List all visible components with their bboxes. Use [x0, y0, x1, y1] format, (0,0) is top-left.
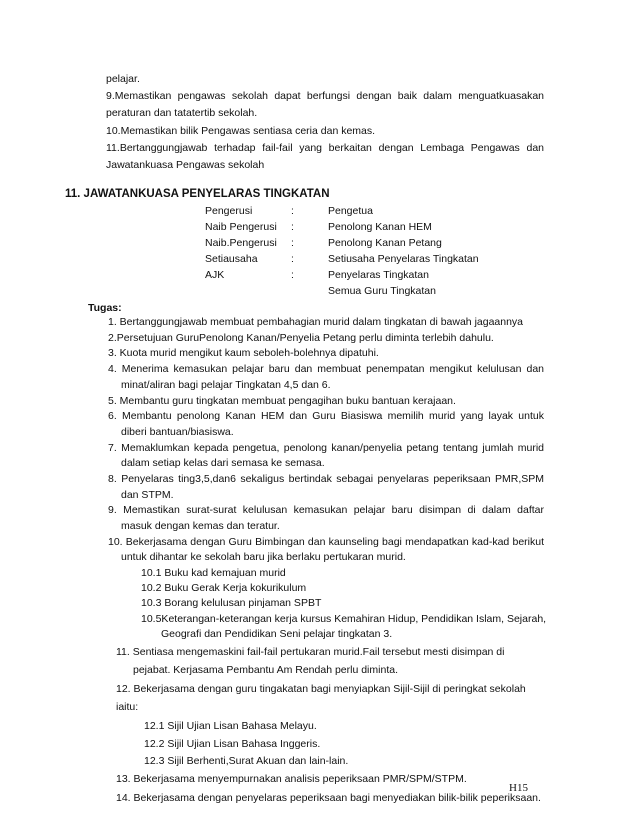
task-item: 8. Penyelaras ting3,5,dan6 sekaligus bertindak sebagai penyelaras peperiksaan PMR,SPM	[108, 473, 544, 485]
subtask-item: 12.2 Sijil Ujian Lisan Bahasa Inggeris.	[144, 738, 321, 750]
section-heading: 11. JAWATANKUASA PENYELARAS TINGKATAN	[65, 188, 330, 200]
task-item-cont: minat/aliran bagi pelajar Tingkatan 4,5 dan 6.	[121, 379, 331, 391]
text-line: peraturan dan tatatertib sekolah.	[106, 107, 258, 119]
committee-sep: :	[291, 253, 294, 265]
subtask-item: 10.2 Buku Gerak Kerja kokurikulum	[141, 582, 307, 594]
task-item: 13. Bekerjasama menyempurnakan analisis peperiksaan PMR/SPM/STPM.	[116, 773, 467, 785]
committee-role: Setiausaha	[205, 253, 258, 265]
committee-holder: Setiusaha Penyelaras Tingkatan	[328, 253, 479, 265]
subtask-item: 12.3 Sijil Berhenti,Surat Akuan dan lain-lain.	[144, 755, 349, 767]
committee-sep: :	[291, 221, 294, 233]
task-item: 9. Memastikan surat-surat kelulusan kemasukan pelajar baru disimpan di dalam daftar	[108, 504, 544, 516]
committee-role: AJK	[205, 269, 225, 281]
subtask-item-cont: Geografi dan Pendidikan Seni pelajar tingkatan 3.	[161, 628, 393, 640]
task-item: 1. Bertanggungjawab membuat pembahagian murid dalam tingkatan di bawah jagaannya	[108, 316, 524, 328]
task-item: 11. Sentiasa mengemaskini fail-fail pertukaran murid.Fail tersebut mesti disimpan di	[116, 646, 505, 658]
committee-holder: Pengetua	[328, 205, 373, 217]
subtask-item: 10.1 Buku kad kemajuan murid	[141, 567, 286, 579]
committee-sep: :	[291, 269, 294, 281]
task-item: 6. Membantu penolong Kanan HEM dan Guru Biasiswa memilih murid yang layak untuk	[108, 410, 544, 422]
task-item-cont: diberi bantuan/biasiswa.	[121, 426, 234, 438]
committee-role: Naib Pengerusi	[205, 221, 277, 233]
task-item: 12. Bekerjasama dengan guru tingakatan bagi menyiapkan Sijil-Sijil di peringkat sekolah	[116, 683, 526, 695]
task-item-cont: iaitu:	[116, 701, 139, 713]
committee-holder: Semua Guru Tingkatan	[328, 285, 436, 297]
subtask-item: 10.5Keterangan-keterangan kerja kursus Kemahiran Hidup, Pendidikan Islam, Sejarah,	[141, 613, 547, 625]
task-item: 2.Persetujuan GuruPenolong Kanan/Penyelia Petang perlu diminta terlebih dahulu.	[108, 332, 494, 344]
tasks-label: Tugas:	[88, 302, 122, 314]
task-item: 3. Kuota murid mengikut kaum seboleh-bolehnya dipatuhi.	[108, 347, 379, 359]
text-line: 9.Memastikan pengawas sekolah dapat berfungsi dengan baik dalam menguatkuasakan	[106, 90, 544, 102]
committee-holder: Penyelaras Tingkatan	[328, 269, 429, 281]
task-item: 10. Bekerjasama dengan Guru Bimbingan dan kaunseling bagi mendapatkan kad-kad berikut	[108, 536, 544, 548]
committee-role: Naib.Pengerusi	[205, 237, 277, 249]
text-line: Jawatankuasa Pengawas sekolah	[106, 159, 265, 171]
committee-holder: Penolong Kanan Petang	[328, 237, 442, 249]
subtask-item: 12.1 Sijil Ujian Lisan Bahasa Melayu.	[144, 720, 317, 732]
task-item: 14. Bekerjasama dengan penyelaras peperiksaan bagi menyediakan bilik-bilik peperiksaan.	[116, 792, 541, 804]
task-item-cont: pejabat. Kerjasama Pembantu Am Rendah perlu diminta.	[133, 664, 398, 676]
page-number: H15	[509, 782, 528, 794]
task-item: 4. Menerima kemasukan pelajar baru dan membuat penempatan mengikut kelulusan dan	[108, 363, 544, 375]
committee-holder: Penolong Kanan HEM	[328, 221, 432, 233]
text-line: pelajar.	[106, 73, 140, 85]
task-item: 5. Membantu guru tingkatan membuat pengagihan buku bantuan kerajaan.	[108, 395, 456, 407]
committee-sep: :	[291, 237, 294, 249]
task-item-cont: masuk dengan kemas dan teratur.	[121, 520, 280, 532]
subtask-item: 10.3 Borang kelulusan pinjaman SPBT	[141, 597, 322, 609]
committee-role: Pengerusi	[205, 205, 253, 217]
task-item-cont: untuk dihantar ke sekolah baru jika berlaku pertukaran murid.	[121, 551, 406, 563]
text-line: 10.Memastikan bilik Pengawas sentiasa ceria dan kemas.	[106, 125, 376, 137]
task-item-cont: dalam setiap kelas dari semasa ke semasa.	[121, 457, 325, 469]
committee-sep: :	[291, 205, 294, 217]
task-item-cont: dan STPM.	[121, 489, 174, 501]
task-item: 7. Memaklumkan kepada pengetua, penolong kanan/penyelia petang tentang jumlah murid	[108, 442, 544, 454]
text-line: 11.Bertanggungjawab terhadap fail-fail yang berkaitan dengan Lembaga Pengawas dan	[106, 142, 544, 154]
